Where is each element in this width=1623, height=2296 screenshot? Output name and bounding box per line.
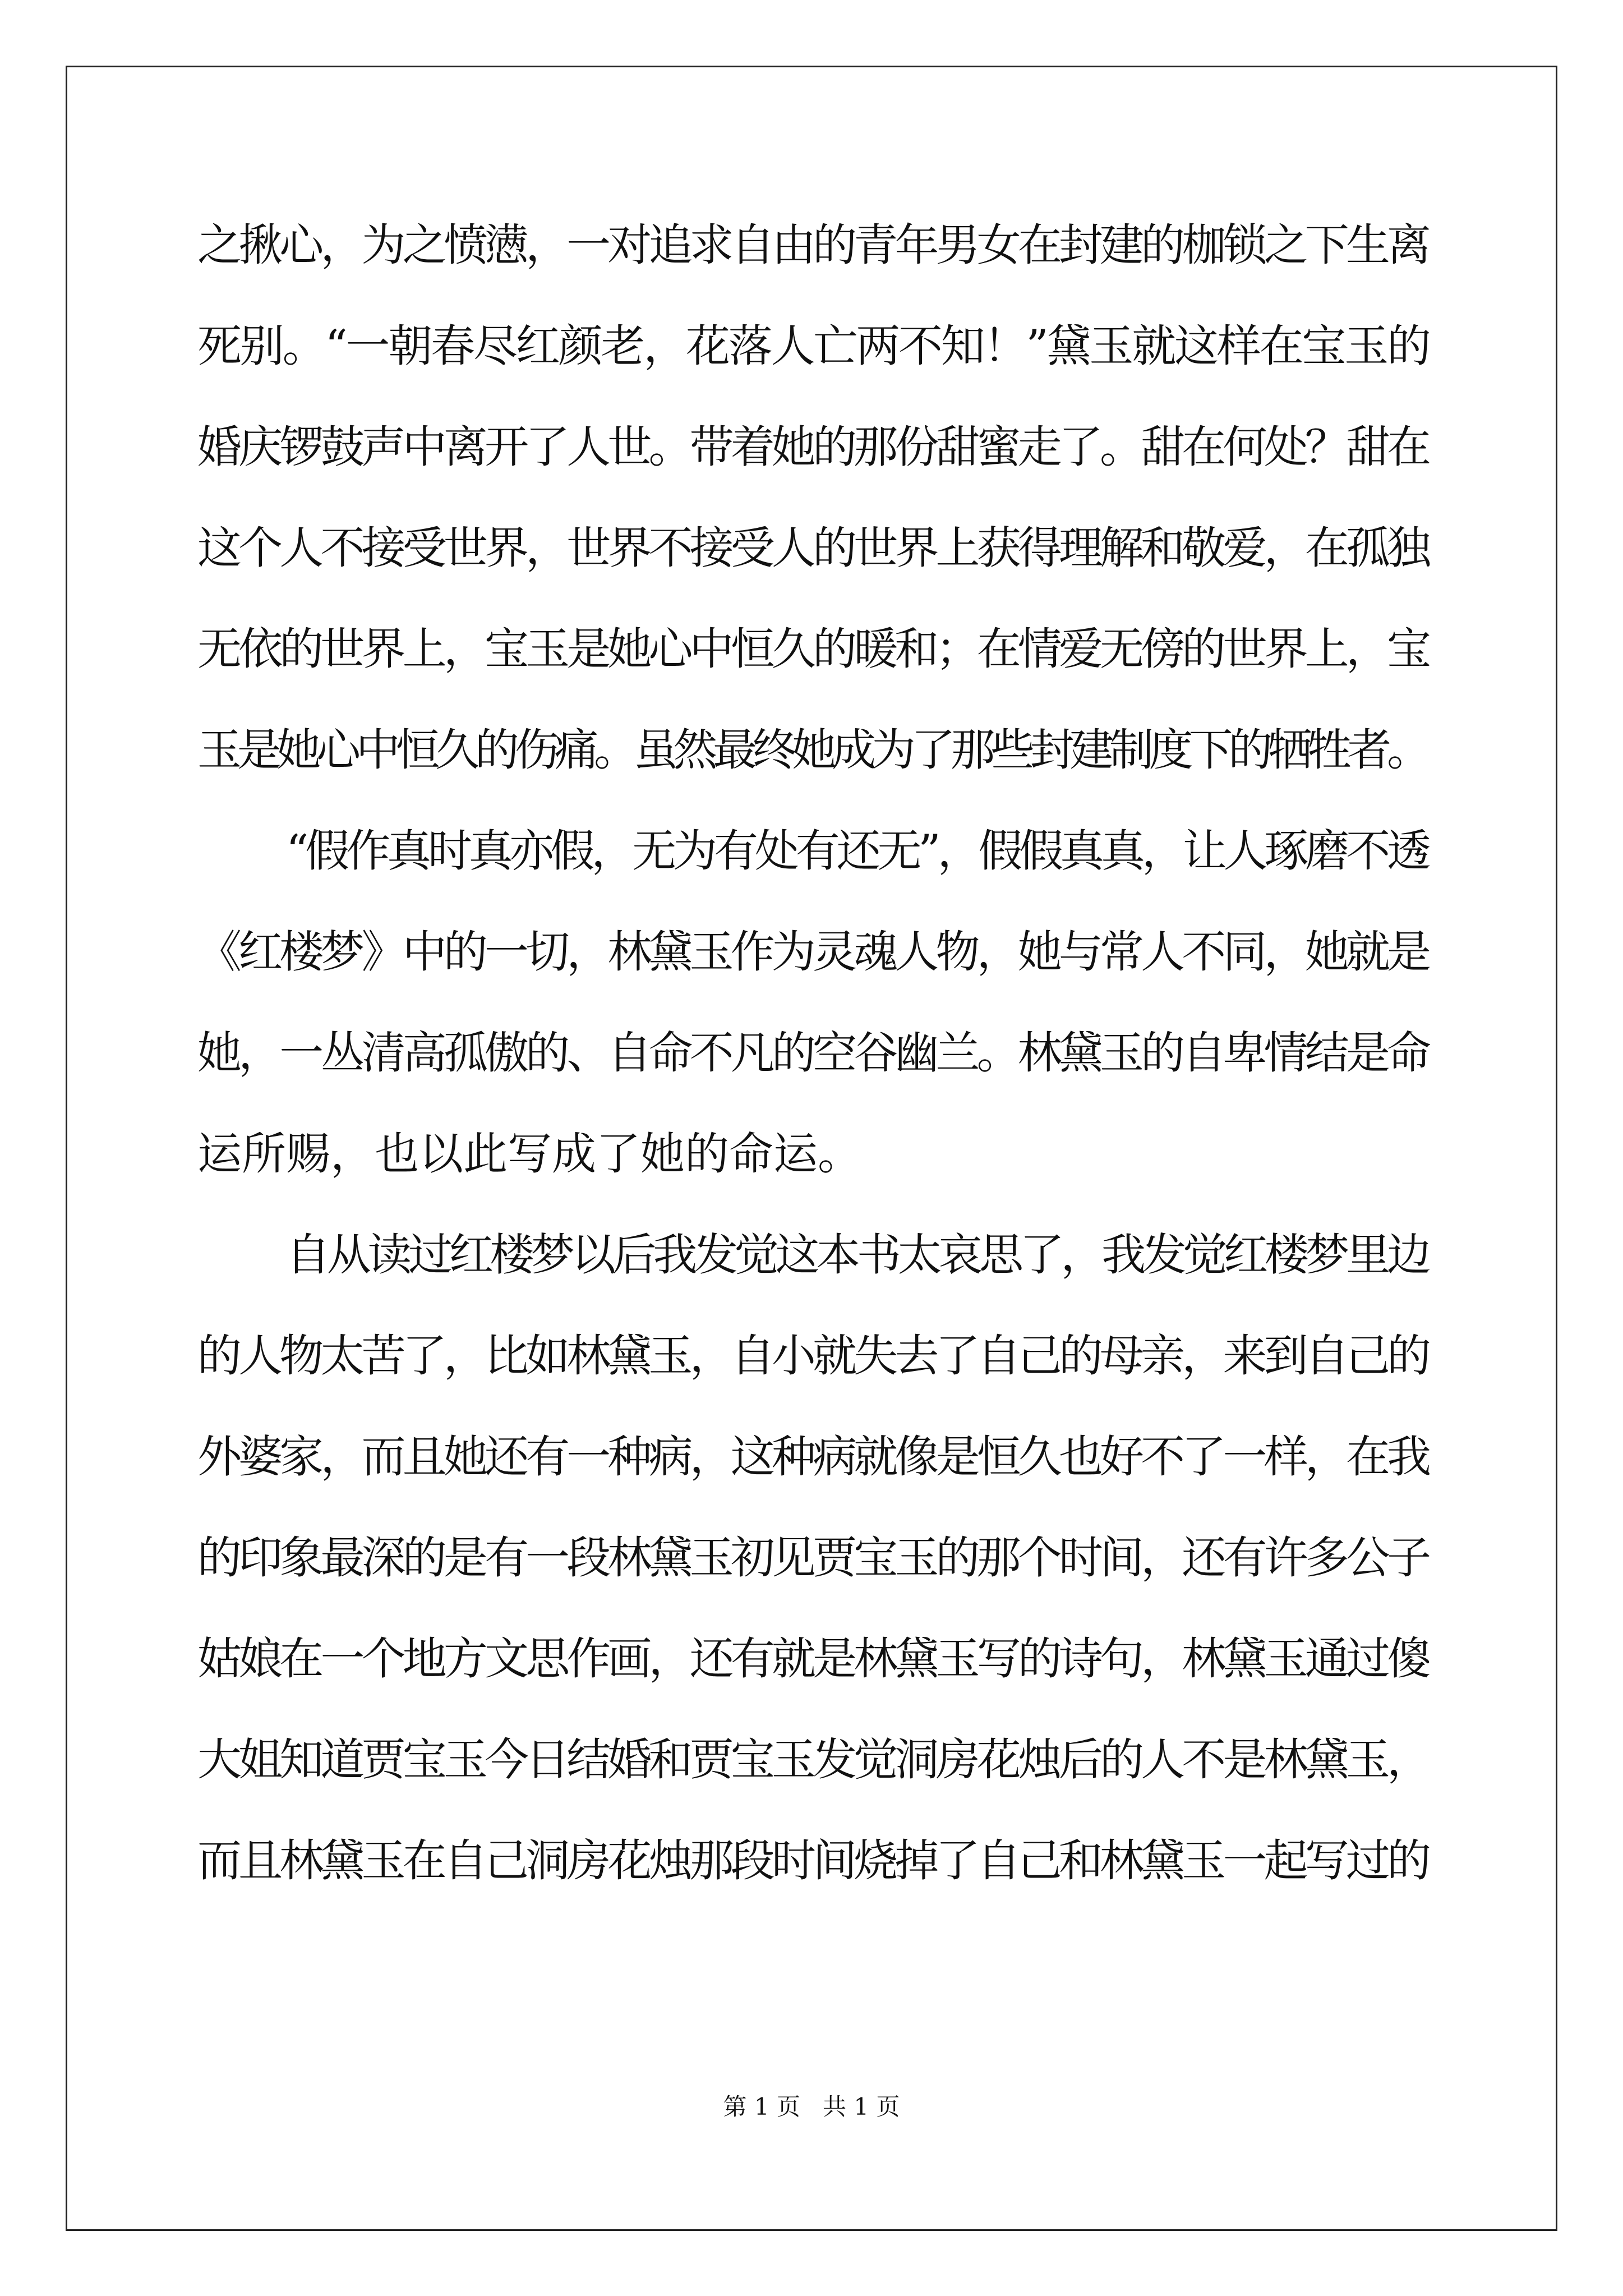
text-line-content: 运所赐，也以此写成了她的命运。 <box>197 1128 862 1180</box>
text-line <box>197 1022 1431 1123</box>
page-footer: 第 1 页 共 1 页 <box>723 2093 900 2120</box>
text-line <box>197 517 1431 618</box>
text-line-content: 之揪心，为之愤懑，一对追求自由的青年男女在封建的枷锁之下生离 <box>197 219 1428 271</box>
text-line-content: 的印象最深的是有一段林黛玉初见贾宝玉的那个时间，还有许多公子 <box>197 1532 1428 1584</box>
text-line <box>197 1426 1431 1527</box>
text-line-content: 她，一丛清高孤傲的、自命不凡的空谷幽兰。林黛玉的自卑情结是命 <box>197 1027 1428 1079</box>
text-line-content: 的人物太苦了，比如林黛玉，自小就失去了自己的母亲，来到自己的 <box>197 1330 1428 1382</box>
text-line-content: 玉是她心中恒久的伤痛。虽然最终她成为了那些封建制度下的牺牲者。 <box>197 724 1427 776</box>
text-line <box>197 315 1431 416</box>
text-line-content: 而且林黛玉在自己洞房花烛那段时间烧掉了自己和林黛玉一起写过的 <box>197 1835 1428 1887</box>
text-line <box>197 1527 1431 1628</box>
text-line <box>197 719 1431 820</box>
text-line-content: 外婆家，而且她还有一种病，这种病就像是恒久也好不了一样，在我 <box>197 1431 1428 1483</box>
text-line-content: 无依的世界上，宝玉是她心中恒久的暖和；在情爱无傍的世界上，宝 <box>197 623 1428 675</box>
text-line <box>197 820 1431 921</box>
text-line-content: 姑娘在一个地方文思作画，还有就是林黛玉写的诗句，林黛玉通过傻 <box>197 1633 1428 1685</box>
document-body <box>197 214 1431 1931</box>
text-line-content: 大姐知道贾宝玉今日结婚和贾宝玉发觉洞房花烛后的人不是林黛玉， <box>197 1734 1428 1786</box>
text-line-content: “假作真时真亦假，无为有处有还无”，假假真真，让人琢磨不透 <box>286 825 1428 877</box>
text-line-content: 《红楼梦》中的一切，林黛玉作为灵魂人物，她与常人不同，她就是 <box>197 926 1428 978</box>
text-line <box>197 921 1431 1022</box>
text-line-content: 自从读过红楼梦以后我发觉这本书太哀思了，我发觉红楼梦里边 <box>286 1229 1428 1281</box>
text-line <box>197 1729 1431 1830</box>
text-line-content: 这个人不接受世界，世界不接受人的世界上获得理解和敬爱，在孤独 <box>197 522 1428 574</box>
text-line <box>197 1123 1431 1224</box>
text-line <box>197 618 1431 719</box>
text-line <box>197 416 1431 517</box>
text-line <box>197 1325 1431 1426</box>
text-line <box>197 214 1431 315</box>
text-line <box>197 1830 1431 1931</box>
text-line-content: 婚庆锣鼓声中离开了人世。带着她的那份甜蜜走了。甜在何处？甜在 <box>197 421 1428 473</box>
text-line <box>197 1224 1431 1325</box>
text-line-content: 死别。“一朝春尽红颜老，花落人亡两不知！”黛玉就这样在宝玉的 <box>197 320 1430 372</box>
text-line <box>197 1628 1431 1729</box>
